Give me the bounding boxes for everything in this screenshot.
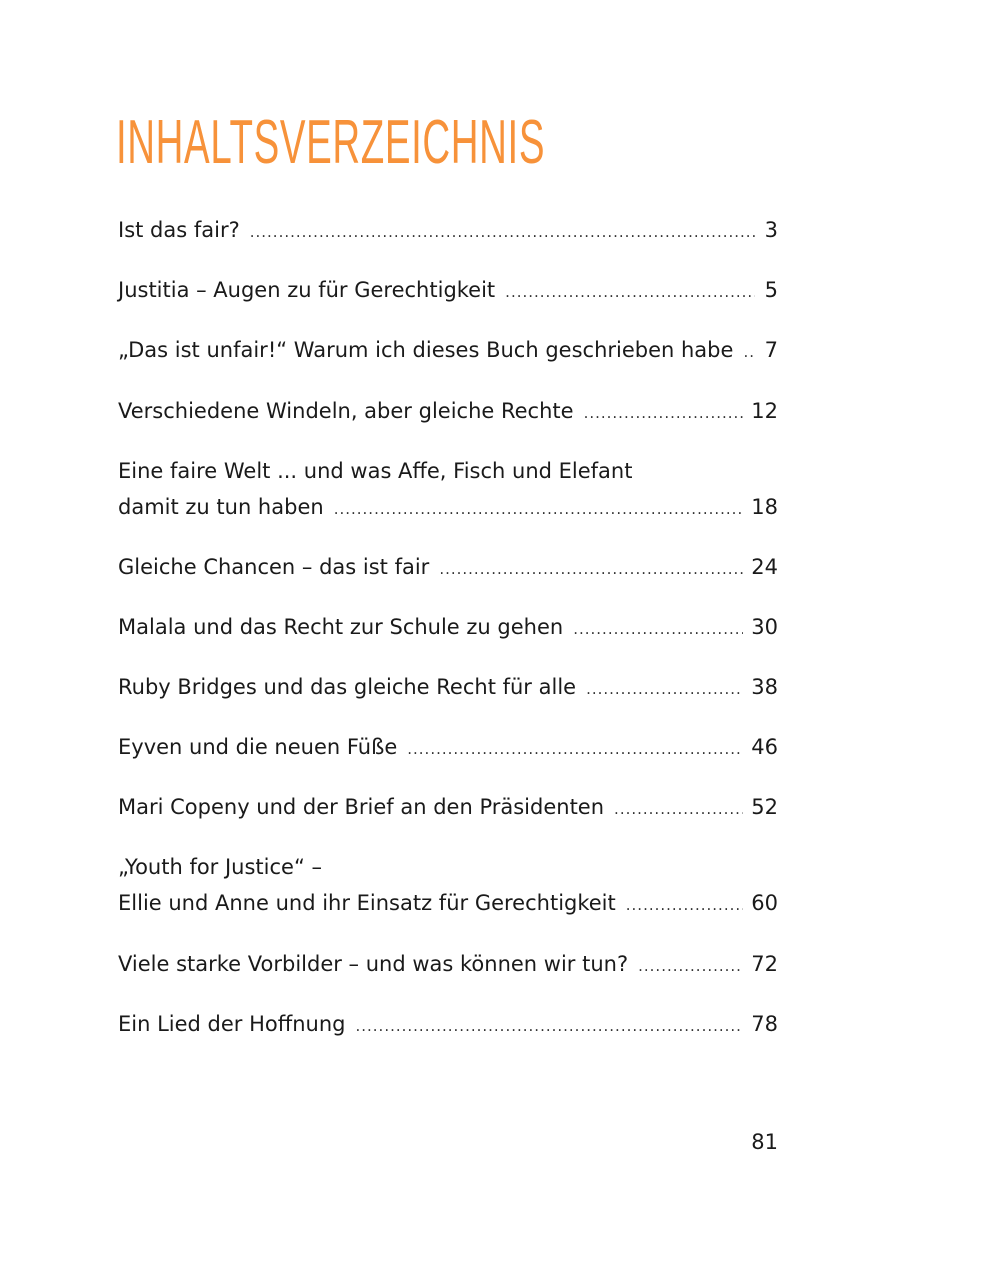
toc-entry-title: Malala und das Recht zur Schule zu gehen bbox=[118, 615, 564, 639]
toc-entry-page: 24 bbox=[751, 555, 778, 579]
toc-entry-title: Justitia – Augen zu für Gerechtigkeit bbox=[118, 278, 496, 302]
toc-entry-title: „Das ist unfair!“ Warum ich dieses Buch geschrieben habe bbox=[118, 338, 734, 362]
toc-entry-page: 5 bbox=[764, 278, 778, 302]
page-title: INHALTSVERZEICHNIS bbox=[116, 108, 546, 177]
dot-leader bbox=[584, 395, 744, 431]
toc-entry[interactable] bbox=[118, 332, 778, 370]
toc-entry[interactable] bbox=[118, 393, 778, 431]
dot-leader bbox=[334, 491, 744, 527]
dot-leader bbox=[638, 948, 743, 984]
toc-entry-title: Verschiedene Windeln, aber gleiche Rechte bbox=[118, 399, 574, 423]
toc-entry-title-line1: Eine faire Welt ... und was Affe, Fisch und Elefant bbox=[118, 459, 633, 483]
toc-entry[interactable] bbox=[118, 946, 778, 984]
toc-entry-page: 60 bbox=[751, 891, 778, 915]
toc-entry[interactable] bbox=[118, 789, 778, 827]
toc-entry[interactable] bbox=[118, 1006, 778, 1044]
toc-entry-page: 30 bbox=[751, 615, 778, 639]
toc-entry-title: Ellie und Anne und ihr Einsatz für Gerechtigkeit bbox=[118, 891, 616, 915]
toc-entry[interactable] bbox=[118, 453, 778, 527]
page-number: 81 bbox=[751, 1130, 778, 1154]
dot-leader bbox=[626, 887, 744, 923]
toc-entry[interactable] bbox=[118, 729, 778, 767]
dot-leader bbox=[505, 274, 754, 310]
dot-leader bbox=[439, 551, 743, 587]
toc-entry[interactable] bbox=[118, 609, 778, 647]
toc-entry-page: 38 bbox=[751, 675, 778, 699]
toc-entry-page: 46 bbox=[751, 735, 778, 759]
toc-entry-title: Ist das fair? bbox=[118, 218, 240, 242]
toc-entry-page: 52 bbox=[751, 795, 778, 819]
toc-entry[interactable] bbox=[118, 669, 778, 707]
toc-entry-page: 18 bbox=[751, 495, 778, 519]
toc-entry[interactable] bbox=[118, 272, 778, 310]
dot-leader bbox=[743, 334, 754, 370]
dot-leader bbox=[355, 1008, 743, 1044]
toc-entry-title: Eyven und die neuen Füße bbox=[118, 735, 398, 759]
toc-entry-title: Ein Lied der Hoffnung bbox=[118, 1012, 346, 1036]
toc-entry-page: 7 bbox=[764, 338, 778, 362]
dot-leader bbox=[614, 791, 743, 827]
toc-entry-title: Ruby Bridges und das gleiche Recht für alle bbox=[118, 675, 577, 699]
dot-leader bbox=[407, 731, 743, 767]
toc-entry[interactable] bbox=[118, 849, 778, 923]
toc-entry-page: 72 bbox=[751, 952, 778, 976]
dot-leader bbox=[250, 214, 755, 250]
toc-entry-page: 3 bbox=[764, 218, 778, 242]
toc-entry-page: 78 bbox=[751, 1012, 778, 1036]
toc-entry[interactable] bbox=[118, 212, 778, 250]
dot-leader bbox=[573, 611, 743, 647]
dot-leader bbox=[586, 671, 743, 707]
toc-entry-title: damit zu tun haben bbox=[118, 495, 324, 519]
toc-entry-page: 12 bbox=[751, 399, 778, 423]
toc-entry-title: Mari Copeny und der Brief an den Präsidenten bbox=[118, 795, 605, 819]
toc-entry[interactable] bbox=[118, 549, 778, 587]
toc-entry-title: Viele starke Vorbilder – und was können wir tun? bbox=[118, 952, 629, 976]
toc-entry-title-line1: „Youth for Justice“ – bbox=[118, 855, 323, 879]
toc-entry-title: Gleiche Chancen – das ist fair bbox=[118, 555, 430, 579]
